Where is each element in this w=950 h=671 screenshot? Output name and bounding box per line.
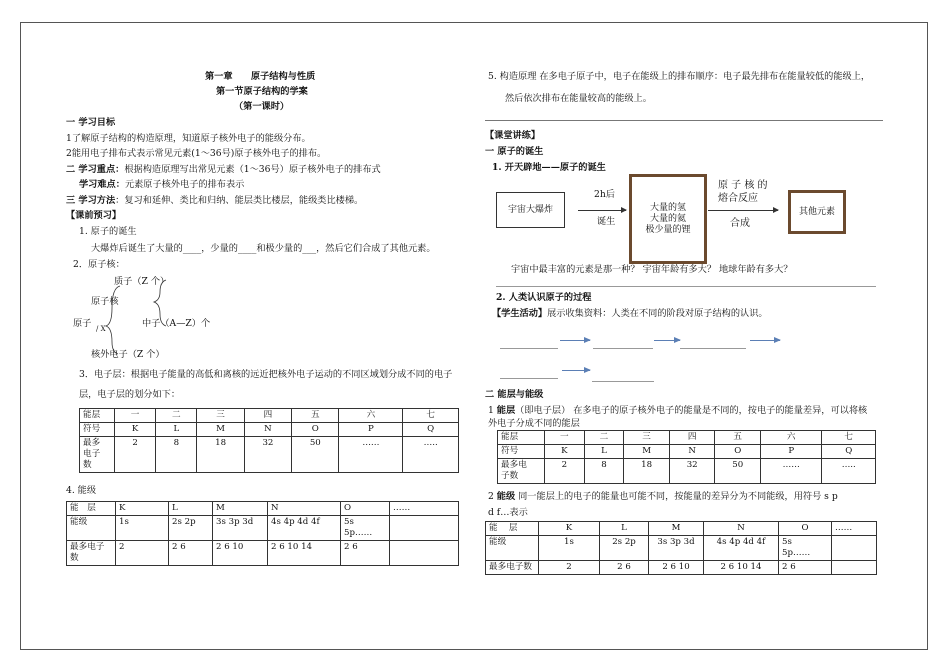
- table-cell: 三: [197, 409, 244, 423]
- table-cell: 六: [761, 431, 822, 445]
- difficulty-label: 学习难点：: [79, 179, 125, 190]
- answer-line: [496, 286, 876, 287]
- table-cell: 五: [292, 409, 339, 423]
- table-cell: 能 层: [486, 522, 539, 536]
- goals-heading: 一 学习目标: [66, 117, 116, 128]
- flow-arrow-1: [578, 210, 626, 211]
- method: [66, 195, 363, 207]
- table-cell: N: [704, 522, 779, 536]
- table-cell: 1s: [116, 516, 169, 541]
- table-cell: 5s 5p……: [341, 516, 390, 541]
- blank-line: [592, 381, 654, 382]
- table-cell: K: [115, 423, 156, 437]
- table-cell: L: [156, 423, 197, 437]
- table-cell: L: [169, 502, 213, 516]
- table-row: [80, 423, 459, 437]
- table-cell: 4s 4p 4d 4f: [704, 536, 779, 561]
- table-cell: 18: [624, 459, 670, 484]
- preview-item-3a: 3．电子层：根据电子能量的高低和离核的远近把核外电子运动的不同区域划分成不同的电子: [79, 369, 453, 380]
- table-cell: 2 6: [341, 541, 390, 566]
- lesson-title: （第一课时）: [234, 101, 290, 112]
- table-row: [67, 541, 459, 566]
- table-cell: O: [341, 502, 390, 516]
- table-cell: 2: [539, 561, 600, 575]
- blank-line: [500, 378, 558, 379]
- section-2-1-number: 1: [488, 405, 497, 416]
- table-cell: ……: [761, 459, 822, 484]
- table-cell: P: [761, 445, 822, 459]
- table-cell: Q: [822, 445, 876, 459]
- table-cell: K: [116, 502, 169, 516]
- proton-label: 质子（Z 个）: [114, 276, 170, 287]
- table-cell: 2 6 10: [649, 561, 704, 575]
- table-cell: K: [545, 445, 585, 459]
- key-point: [66, 164, 381, 176]
- blank-line: [680, 348, 746, 349]
- section-1-1: 1. 开天辟地——原子的诞生: [492, 162, 606, 173]
- table-cell: 最多电子 数: [67, 541, 116, 566]
- table-row: [80, 409, 459, 423]
- blank-line: [593, 348, 653, 349]
- table-cell: [832, 561, 877, 575]
- table-cell: M: [624, 445, 670, 459]
- section-2-heading: 二 能层与能级: [485, 389, 544, 400]
- atom-label: 原子: [73, 318, 92, 329]
- table-cell: 50: [292, 437, 339, 473]
- table-row: [498, 431, 876, 445]
- big-bang-box: 宇宙大爆炸: [496, 192, 565, 228]
- table-cell: Q: [403, 423, 459, 437]
- table-cell: N: [244, 423, 291, 437]
- preview-heading: 【课前预习】: [66, 210, 122, 221]
- table-cell: 3s 3p 3d: [649, 536, 704, 561]
- question-1: 宇宙中最丰富的元素是那一种？ 宇宙年龄有多大？ 地球年龄有多大？: [511, 264, 793, 275]
- section-2-1b: 外电子分成不同的能层: [488, 418, 580, 429]
- table-cell: K: [539, 522, 600, 536]
- student-activity-label: 【学生活动】: [492, 308, 548, 319]
- table-cell: 18: [197, 437, 244, 473]
- shell-table-1: [79, 408, 459, 473]
- chapter-title: 第一章 原子结构与性质: [205, 71, 316, 82]
- table-cell: 1s: [539, 536, 600, 561]
- preview-item-1-text: 大爆炸后诞生了大量的____，少量的____和极少量的___，然后它们合成了其他元素。: [91, 243, 436, 254]
- difficulty-text: 元素原子核外电子的排布表示: [124, 179, 245, 190]
- sublevel-table-2: [485, 521, 877, 575]
- table-cell: 2 6: [779, 561, 832, 575]
- other-elements-box: 其他元素: [788, 190, 846, 234]
- divider: [485, 120, 883, 121]
- flow-label-top-1: 2h后: [594, 189, 615, 200]
- table-cell: 4s 4p 4d 4f: [268, 516, 341, 541]
- table-cell: …..: [403, 437, 459, 473]
- shell-table-2: [497, 430, 876, 484]
- nucleus-label: 原子核: [91, 296, 119, 307]
- table-cell: L: [584, 445, 624, 459]
- table-cell: 七: [822, 431, 876, 445]
- flow-label-top-2b: 熔合反应: [718, 193, 758, 204]
- section-title: 第一节原子结构的学案: [216, 86, 308, 97]
- table-cell: 能层: [498, 431, 545, 445]
- table-cell: 最多电 子数: [498, 459, 545, 484]
- section-2-1-term: 能层: [496, 405, 516, 416]
- table-cell: ……: [832, 522, 877, 536]
- section-2-2-number: 2: [488, 491, 497, 502]
- table-cell: 2 6 10: [213, 541, 268, 566]
- table-cell: 三: [624, 431, 670, 445]
- table-cell: 能层: [80, 409, 115, 423]
- table-cell: 8: [156, 437, 197, 473]
- table-cell: 四: [669, 431, 715, 445]
- construction-principle-b: 然后依次排布在能量较高的能级上。: [505, 93, 652, 104]
- table-cell: 2: [116, 541, 169, 566]
- table-cell: 2: [115, 437, 156, 473]
- table-cell: 一: [545, 431, 585, 445]
- bracket-diagram: [100, 278, 180, 358]
- table-cell: …..: [822, 459, 876, 484]
- section-2-2-text: 同一能层上的电子的能量也可能不同，按能量的差异分为不同能级，用符号 s p: [515, 491, 838, 502]
- table-cell: 四: [244, 409, 291, 423]
- table-row: [486, 536, 877, 561]
- table-cell: [832, 536, 877, 561]
- goal-1: 1了解原子结构的构造原理，知道原子核外电子的能级分布。: [66, 133, 311, 144]
- section-1-heading: 一 原子的诞生: [485, 146, 544, 157]
- table-cell: 3s 3p 3d: [213, 516, 268, 541]
- table-cell: O: [779, 522, 832, 536]
- flow-label-bottom-1: 诞生: [597, 216, 616, 227]
- table-cell: 2 6: [169, 541, 213, 566]
- table-cell: P: [339, 423, 403, 437]
- table-cell: 2 6 10 14: [268, 541, 341, 566]
- table-cell: [390, 516, 459, 541]
- classroom-heading: 【课堂讲练】: [485, 130, 541, 141]
- table-cell: M: [649, 522, 704, 536]
- preview-item-2: 2．原子核：: [73, 259, 125, 270]
- flow-arrow-2: [708, 210, 778, 211]
- table-cell: ……: [390, 502, 459, 516]
- table-cell: 二: [156, 409, 197, 423]
- table-cell: ……: [339, 437, 403, 473]
- student-activity-text: 展示收集资料：人类在不同的阶段对原子结构的认识。: [547, 308, 768, 319]
- table-row: [498, 459, 876, 484]
- electron-label: 核外电子（Z 个）: [91, 349, 165, 360]
- table-cell: 50: [715, 459, 761, 484]
- table-cell: L: [600, 522, 649, 536]
- section-2-2-term: 能级: [496, 491, 516, 502]
- x-mark: / X: [96, 325, 106, 333]
- table-cell: M: [197, 423, 244, 437]
- table-row: [486, 561, 877, 575]
- table-cell: [390, 541, 459, 566]
- flow-label-top-2a: 原 子 核 的: [718, 180, 768, 191]
- table-cell: 五: [715, 431, 761, 445]
- table-cell: 8: [584, 459, 624, 484]
- student-activity: [492, 308, 768, 320]
- neutron-label: 中子（A—Z）个: [142, 318, 211, 329]
- table-cell: 能级: [67, 516, 116, 541]
- section-1-2: 2. 人类认识原子的过程: [496, 292, 592, 303]
- key-point-label: 二 学习重点：: [66, 164, 125, 175]
- blue-arrow: [562, 370, 590, 371]
- method-text: ：复习和延伸、类比和归纳、能层类比楼层，能级类比楼梯。: [115, 195, 364, 206]
- table-row: [486, 522, 877, 536]
- section-2-2a: [488, 491, 838, 503]
- blue-arrow: [560, 340, 590, 341]
- table-row: [80, 437, 459, 473]
- blank-line: [500, 348, 558, 349]
- table-cell: 2 6 10 14: [704, 561, 779, 575]
- table-cell: 能 层: [67, 502, 116, 516]
- table-row: [67, 502, 459, 516]
- table-cell: 32: [244, 437, 291, 473]
- section-2-2b: d f…表示: [488, 507, 528, 518]
- section-2-1-text: （即电子层） 在多电子的原子核外电子的能量是不同的，按电子的能量差异，可以将核: [515, 405, 868, 416]
- table-cell: M: [213, 502, 268, 516]
- table-cell: 七: [403, 409, 459, 423]
- table-cell: O: [715, 445, 761, 459]
- table-cell: 符号: [80, 423, 115, 437]
- table-cell: 2s 2p: [600, 536, 649, 561]
- preview-item-1: 1. 原子的诞生: [79, 226, 137, 237]
- table-cell: O: [292, 423, 339, 437]
- sublevel-table-1: [66, 501, 459, 566]
- section-2-1a: [488, 405, 867, 417]
- light-elements-box: 大量的氢 大量的氦 极少量的锂: [629, 174, 707, 264]
- difficulty: [79, 179, 244, 191]
- preview-item-3b: 层，电子层的划分如下：: [79, 389, 181, 400]
- key-point-text: 根据构造原理写出常见元素（1～36号）原子核外电子的排布式: [124, 164, 381, 175]
- goal-2: 2能用电子排布式表示常见元素(1～36号)原子核外电子的排布。: [66, 148, 327, 159]
- table-cell: 最多电子数: [486, 561, 539, 575]
- table-cell: 2: [545, 459, 585, 484]
- table-cell: 一: [115, 409, 156, 423]
- construction-principle-a: 5. 构造原理 在多电子原子中，电子在能级上的排布顺序：电子最先排布在能量较低的能级上，: [488, 71, 871, 82]
- table-row: [67, 516, 459, 541]
- table-cell: 二: [584, 431, 624, 445]
- table-cell: 能级: [486, 536, 539, 561]
- table-cell: N: [669, 445, 715, 459]
- table-row: [498, 445, 876, 459]
- method-label: 三 学习方法: [66, 195, 116, 206]
- table-cell: 2s 2p: [169, 516, 213, 541]
- flow-label-bottom-2: 合成: [730, 218, 750, 229]
- preview-item-4: 4. 能级: [66, 485, 97, 496]
- table-cell: 32: [669, 459, 715, 484]
- blue-arrow: [654, 340, 680, 341]
- table-cell: N: [268, 502, 341, 516]
- table-cell: 六: [339, 409, 403, 423]
- blue-arrow: [750, 340, 780, 341]
- table-cell: 符号: [498, 445, 545, 459]
- table-cell: 5s 5p……: [779, 536, 832, 561]
- table-cell: 2 6: [600, 561, 649, 575]
- table-cell: 最多 电子 数: [80, 437, 115, 473]
